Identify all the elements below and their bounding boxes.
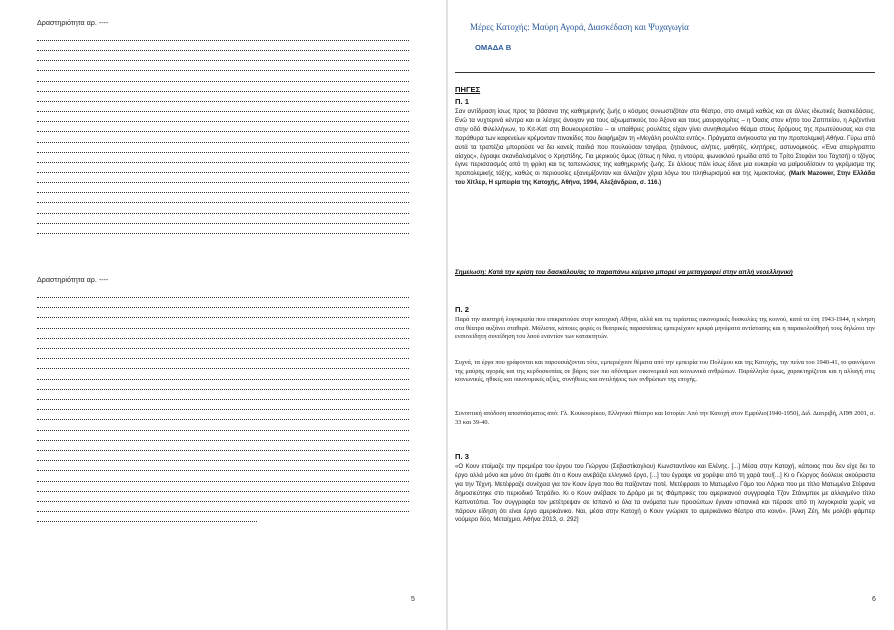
answer-line (37, 142, 409, 143)
answer-line (37, 213, 409, 214)
answer-line (37, 511, 409, 512)
answer-line (37, 101, 409, 102)
source-1-body: Σαν αντίδραση ίσως προς τα βάσανα της καθημερινής ζωής ο κόσμος συνωστιζόταν στο θέατρο, στο σινεμά καθώς και σε άλλες ιδιωτικές διασκεδάσεις. Ενώ τα νυχτερινά κέντρα και οι λέσχες άνοιγαν για τους αξιωματικούς του Άξονα και τους μαυραγορίτες – η Όασις στον κήπο του Ζαππείου, η Αρζεντίνα στην οδό Φιλελλήνων, το Κιτ-Κατ στη Βουκουρεστίου – οι υπαίθριες ρουλέτες είχαν γίνει συνηθισμένο θέαμα στους δρόμους της πρωτεύουσας και στα παράθυρα των καφενείων κρέμονταν πινακίδες που διαφήμιζαν τη «Μεγάλη ρουλέτα εντός». Πράγματα ανήκουστα για την προπολεμική Αθήνα. Γύρω από αυτά τα τραπέζια μπορούσε να δει κανείς παιδιά που πουλούσαν τσιγάρα, ζητιάνους, αλήτες, μαθητές, κλητήρες, αστυνομικούς. «Ένα απερίγραπτο αίσχος», έγραψε σκανδαλισμένος ο Χρηστίδης. Για μερικούς όμως (όπως η Νίνα, η ντούρα, φωνακλού ηρωίδα από το Τρίτο Στεφάνι του Ταχτσή) ο τζόγος έγινε περισσασμός από τη φρίκη και τις ταπεινώσεις της καθημερινής ζωής. Σε άλλους πάλι ίσως έδινε μια ευκαιρία να μαϊμουδίσουν το γκρέμισμα της προπολεμικής τάξης, καθώς οι περιουσίες εξανεμίζονταν και άλλαζαν χέρια λόγω του πληθωρισμού και της λιμοκτονίας. (455, 108, 875, 178)
answer-line (37, 430, 409, 431)
answer-line (37, 409, 409, 410)
answer-line (37, 348, 409, 349)
answer-line (37, 297, 409, 298)
page-number-left: 5 (411, 596, 415, 603)
answer-line (37, 368, 409, 369)
source-2-heading: Π. 2 (455, 305, 469, 314)
activity-label-2: Δραστηριότητα αρ. ---- (37, 275, 109, 284)
teacher-note: Σημείωση: Κατά την κρίση του δασκάλου/ας το παραπάνω κείμενο μπορεί να μεταγραφεί στην απλή νεοελληνική (455, 269, 793, 276)
source-3-heading: Π. 3 (455, 452, 469, 461)
answer-line (37, 501, 409, 502)
answer-line (37, 162, 409, 163)
answer-line (37, 440, 409, 441)
right-page (448, 0, 894, 630)
answer-line (37, 450, 409, 451)
source-2-text-b: Συχνά, τα έργα που γράφονται και παρουσιάζονται τότε, εμπεριέχουν θέματα από την εμπειρία του Πολέμου και της Κατοχής, την πείνα του 1940-41, το φαινόμενο της μαύρης αγοράς και της κερδοσκοπίας σε βάρος των πιο αδύναμων οικονομικά και κοινωνικά ανθρώπων. Παράλληλα όμως, χαρακτηρίζεται και η αλλαγή στις κοινωνικές, ηθικές και οικονομικές αξίες, συνήθειες και αντιλήψεις των ανθρώπων της εποχής. (455, 359, 875, 383)
answer-line (37, 460, 409, 461)
source-2-text-a: Παρά την αυστηρή λογοκρισία που επικρατούσε στην κατοχική Αθήνα, αλλά και τις τεράστιες οικονομικές δυσκολίες της κοινού, κατά τα έτη 1943-1944, η κίνηση στα θέατρα αυξάνει σταθερά. Μάλιστα, κάποιες φορές οι θεατρικές παραστάσεις εμπεριέχουν κρυφά μηνύματα αντίστασης και η παρακολούθησή τους δηλώνει την ενσυνείδητη συνείδηση του λαού εναντίον των κατακτητών. (455, 316, 875, 340)
answer-line (37, 81, 409, 82)
answer-line (37, 131, 409, 132)
answer-line (37, 481, 409, 482)
answer-line (37, 491, 409, 492)
answer-line (37, 70, 409, 71)
answer-line (37, 307, 409, 308)
answer-line (37, 379, 409, 380)
answer-line (37, 172, 409, 173)
answer-line (37, 111, 409, 112)
source-1-citation: (Mark Mazower, Στην Ελλάδα του Χίτλερ, Η εμπειρία της Κατοχής, Αθήνα, 1994, Αλεξάνδρεια, σ. 116.) (455, 170, 875, 187)
answer-line (37, 338, 409, 339)
answer-line (37, 233, 409, 234)
answer-line (37, 40, 409, 41)
title-divider (455, 72, 875, 73)
answer-line (37, 470, 409, 471)
source-1-heading: Π. 1 (455, 97, 469, 106)
answer-line (37, 202, 409, 203)
answer-line (37, 419, 409, 420)
source-1-text (455, 108, 875, 188)
answer-line (37, 521, 257, 522)
source-3-text: «Ο Κουν ετοίμαζε την πρεμιέρα του έργου του Γιώργου (Σεβαστίκογλου) Κωνσταντίνου και Ελένης. [...] Μέσα στην Κατοχή, κάποιος που δεν είχε δει το έργο αλλά μόνο και μόνο ότι έμαθε ότι ο Κουν ανεβάζει ελληνικό έργο, [...] του έγραψε να χορέψει από τη χαρά του![...] Κι ο Γιώργος δούλευε ακούραστα για την Τέχνη. Μετέφραζε συνέχεια για τον Κουν έργα που θα παίζονταν ποτέ. Μετέφρασε το Ματωμένο Γάμο του Λόρκα που με τίτλο Ματωμένα Στέφανα δημοσιεύτηκε στο περιοδικό Τετράδιο. Κι ο Κουν ανέβασε το Δρόμο με τις Φάμπρικες του αμερικανού συγγραφέα Τζον Στάινμπεκ με αλλαγμένο τίτλο Καπνοτόπια. Τον συγγραφέα τον μετέτρεψαν σε Ισπανό κι όλα τα ονόματα των προσώπων έγιναν ισπανικά και πέρασε από τη λογοκρισία χωρίς να πάρουν είδηση ότι είναι έργο αμερικάνικο. Ναι, μέσα στην Κατοχή ο Κουν γνώρισε το αμερικάνικο θέατρο στο κοινό». [Άλκη Ζέη, Με μολύβι φάμπερ νούμερο δύο, Μεταίχμιο, Αθήνα 2013, σ. 292] (455, 463, 875, 524)
answer-line (37, 223, 409, 224)
answer-line (37, 328, 409, 329)
answer-line (37, 91, 409, 92)
answer-line (37, 358, 409, 359)
answer-line (37, 182, 409, 183)
answer-line (37, 152, 409, 153)
answer-line (37, 399, 409, 400)
answer-line (37, 192, 409, 193)
answer-line (37, 389, 409, 390)
page-number-right: 6 (872, 596, 876, 603)
source-2-citation: Συνοπτική απόδοση αποσπάσματος από: Γλ. Κουκουρίκου, Ελληνικό Θέατρο και Ιστορία: Από την Κατοχή στον Εμφύλιο(1940-1950), Διδ. Διατριβή, ΑΠΘ 2001, σ. 33 και 39-40. (455, 410, 875, 426)
answer-line (37, 317, 409, 318)
activity-label-1: Δραστηριότητα αρ. ---- (37, 18, 109, 27)
left-page (0, 0, 446, 630)
answer-line (37, 50, 409, 51)
sources-heading: ΠΗΓΕΣ (455, 85, 481, 94)
answer-line (37, 121, 409, 122)
group-label: ΟΜΑΔΑ Β (475, 43, 512, 52)
page-title: Μέρες Κατοχής: Μαύρη Αγορά, Διασκέδαση και Ψυχαγωγία (470, 22, 689, 32)
answer-line (37, 60, 409, 61)
